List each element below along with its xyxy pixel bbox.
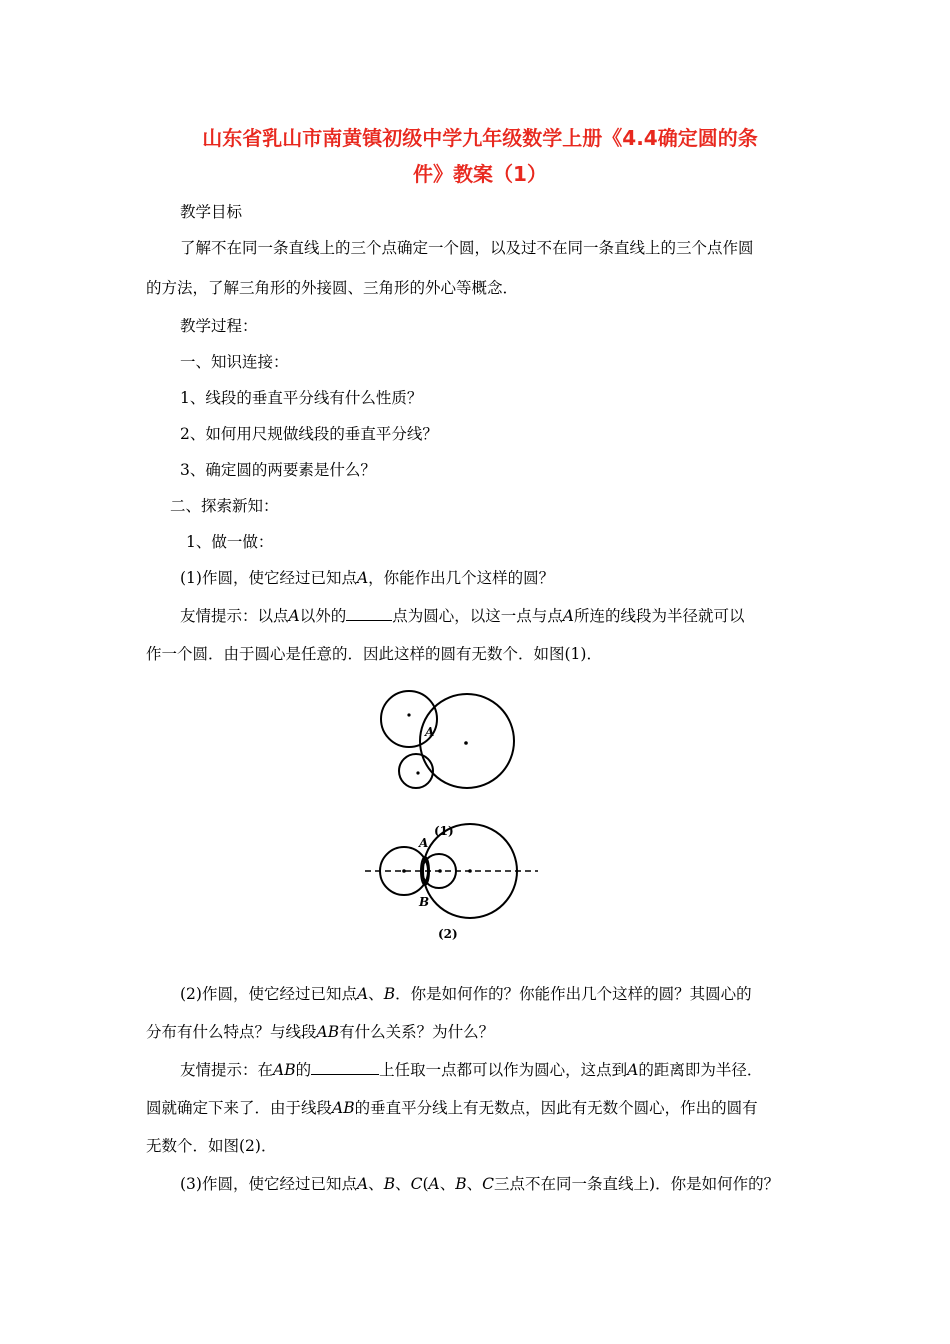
fill-blank-2[interactable] — [311, 1060, 379, 1075]
hint-1-line-1 — [180, 606, 744, 626]
problem-2-text-a: (2)作圆，使它经过已知点 — [180, 985, 357, 1003]
problem-3-text-a: (3)作圆，使它经过已知点 — [180, 1175, 357, 1193]
hint-2-text-a: 友情提示：在 — [180, 1061, 274, 1079]
var-a: A — [627, 1061, 639, 1079]
figure-caption-1: (1) — [434, 824, 454, 838]
problem-2-text-b: 、 — [368, 985, 384, 1003]
problem-1-text-a: (1)作圆，使它经过已知点 — [180, 569, 357, 587]
var-a: A — [562, 607, 574, 625]
fill-blank-1[interactable] — [346, 606, 392, 621]
var-b: B — [383, 1175, 396, 1193]
problem-2-text-2a: 分布有什么特点？与线段 — [146, 1023, 317, 1041]
problem-2-text-2b: 有什么关系？为什么？ — [339, 1023, 495, 1041]
problem-2-line-1 — [180, 984, 752, 1004]
problem-3-text-sep: 、 — [466, 1175, 483, 1193]
var-ab: AB — [316, 1023, 340, 1041]
question-3: 3、确定圆的两要素是什么？ — [180, 461, 376, 479]
var-a: A — [428, 1175, 440, 1193]
hint-1-text-a: 友情提示：以点 — [180, 607, 289, 625]
problem-3-text-c: 、 — [395, 1175, 411, 1193]
hint-2-text-2a: 圆就确定下来了．由于线段 — [146, 1099, 333, 1117]
hint-2-line-3: 无数个．如图(2)． — [146, 1137, 277, 1155]
var-a: A — [356, 569, 369, 587]
problem-1-text-b: ，你能作出几个这样的圆？ — [368, 569, 555, 587]
hint-2-text-b: 的 — [295, 1061, 312, 1079]
center-dot — [468, 869, 472, 873]
goal-paragraph-line-1: 了解不在同一条直线上的三个点确定一个圆，以及过不在同一条直线上的三个点作圆 — [180, 239, 754, 257]
hint-2-text-d: 的距离即为半径． — [638, 1061, 763, 1079]
var-a: A — [356, 1175, 369, 1193]
hint-2-line-2 — [146, 1098, 758, 1118]
var-a: A — [356, 985, 369, 1003]
var-c: C — [410, 1175, 423, 1193]
do-it-heading: 1、做一做： — [186, 533, 274, 551]
figure-caption-2: (2) — [438, 927, 458, 941]
var-ab: AB — [273, 1061, 296, 1079]
var-b: B — [455, 1175, 467, 1193]
problem-2-line-2 — [146, 1022, 494, 1042]
problem-3-text-b: 、 — [368, 1175, 384, 1193]
hint-1-text-b: 以外的 — [299, 607, 347, 625]
var-ab: AB — [332, 1099, 355, 1117]
hint-1-text-c: 点为圆心，以这一点与点 — [392, 607, 563, 625]
center-dot — [402, 869, 406, 873]
label-a: A — [419, 836, 429, 850]
center-dot — [416, 771, 419, 774]
large-circle — [420, 694, 514, 788]
goal-paragraph-line-2: 的方法，了解三角形的外接圆、三角形的外心等概念． — [146, 279, 519, 297]
label-a: A — [425, 725, 435, 739]
problem-3-text-e: 三点不在同一条直线上)．你是如何作的？ — [494, 1175, 780, 1193]
hint-2-line-1 — [180, 1060, 762, 1080]
document-title-line-2: 件》教案（1） — [413, 162, 547, 186]
center-dot — [407, 713, 410, 716]
small-circle-lower — [399, 754, 433, 788]
problem-2-text-c: ．你是如何作的？你能作出几个这样的圆？其圆心的 — [395, 985, 752, 1003]
var-b: B — [383, 985, 396, 1003]
hint-1-line-2: 作一个圆．由于圆心是任意的．因此这样的圆有无数个．如图(1)． — [146, 645, 602, 663]
hint-2-text-c: 上任取一点都可以作为圆心，这点到 — [379, 1061, 628, 1079]
var-a: A — [288, 607, 300, 625]
var-c: C — [482, 1175, 495, 1193]
hint-2-text-2b: 的垂直平分线上有无数点，因此有无数个圆心，作出的圆有 — [354, 1099, 758, 1117]
goal-heading: 教学目标 — [180, 203, 243, 221]
label-b: B — [419, 895, 430, 909]
center-dot — [438, 869, 442, 873]
problem-3-text-sep: 、 — [439, 1175, 456, 1193]
section-explore: 二、探索新知： — [170, 497, 279, 515]
figure-2 — [360, 820, 545, 950]
document-title-line-1: 山东省乳山市南黄镇初级中学九年级数学上册《4.4确定圆的条 — [202, 126, 758, 150]
problem-3 — [180, 1174, 779, 1194]
center-dot — [464, 741, 468, 745]
section-knowledge-link: 一、知识连接： — [180, 353, 289, 371]
problem-1 — [180, 568, 554, 588]
problem-3-text-d: ( — [422, 1175, 429, 1193]
question-2: 2、如何用尺规做线段的垂直平分线？ — [180, 425, 438, 443]
question-1: 1、线段的垂直平分线有什么性质？ — [180, 389, 423, 407]
hint-1-text-d: 所连的线段为半径就可以 — [573, 607, 745, 625]
process-heading: 教学过程： — [180, 317, 258, 335]
